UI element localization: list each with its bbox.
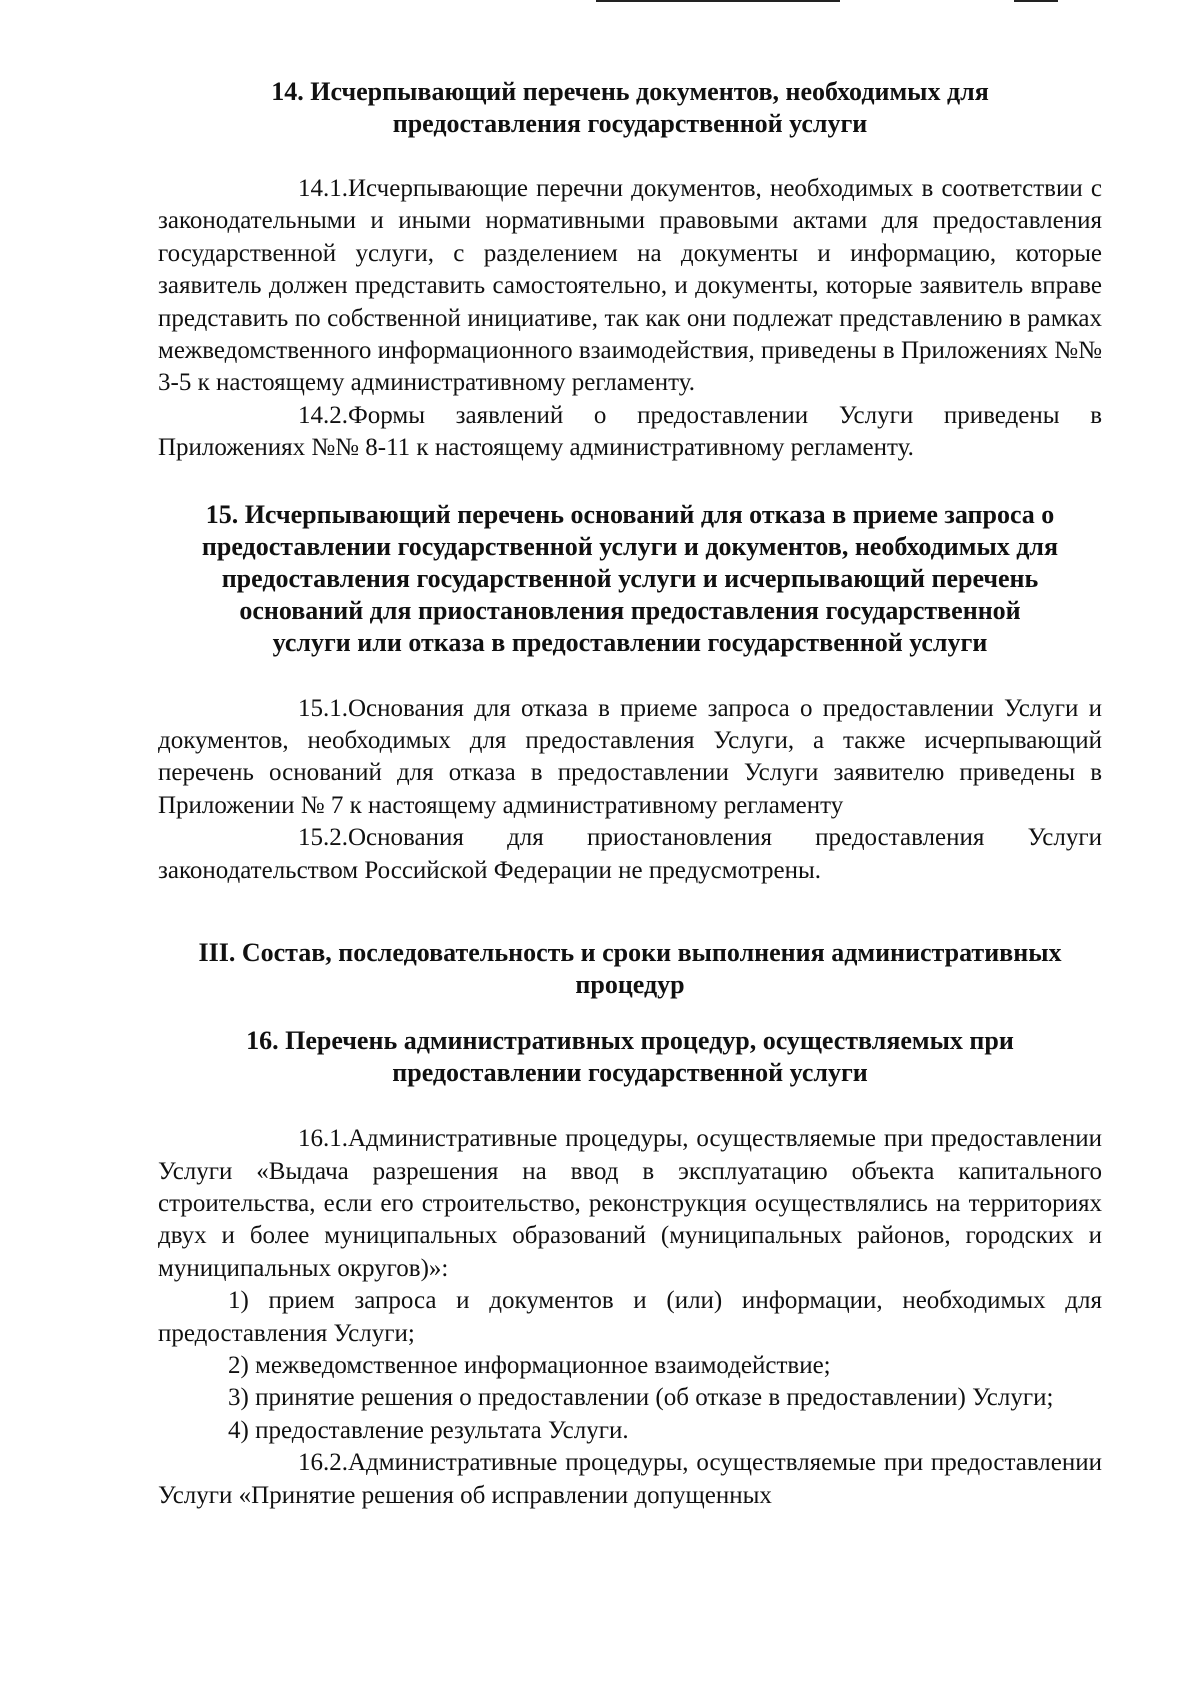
section-16-heading (158, 1025, 1102, 1089)
paragraph-number: 14.2. (298, 401, 348, 429)
paragraph-15-1 (158, 693, 1102, 823)
paragraph-number: 15.1. (298, 694, 348, 722)
section-15-heading-line-5: услуги или отказа в предоставлении государственной услуги (272, 627, 988, 657)
paragraph-number: 16.1. (298, 1125, 348, 1153)
section-14-heading-line-1: 14. Исчерпывающий перечень документов, необходимых для (271, 77, 989, 106)
section-16-heading-line-2: предоставлении государственной услуги (392, 1058, 868, 1088)
paragraph-text: Формы заявлений о предоставлении Услуги приведены в Приложениях №№ 8-11 к настоящему административному регламенту. (158, 401, 1102, 462)
list-item: 2) межведомственное информационное взаимодействие; (228, 1351, 831, 1379)
chapter-3-heading-line-1: III. Состав, последовательность и сроки выполнения административных (198, 938, 1062, 968)
paragraph-15-2 (158, 822, 1102, 887)
section-15-heading-line-4: оснований для приостановления предоставления государственной (239, 595, 1021, 625)
section-14-heading (158, 76, 1102, 140)
paragraph-text: Административные процедуры, осуществляемые при предоставлении Услуги «Выдача разрешения на ввод в эксплуатацию объекта капитального строительства, если его строительство, реконструкция осуществлялись на территориях двух и более муниципальных образований (муниципальных районов, городских и муниципальных округов)»: (158, 1125, 1102, 1282)
paragraph-14-1 (158, 173, 1102, 400)
paragraph-text: Исчерпывающие перечни документов, необходимых в соответствии с законодательными и иными нормативными правовыми актами для предоставления государственной услуги, с разделением на документы и информацию, которые заявитель должен представить самостоятельно, и документы, которые заявитель вправе представить по собственной инициативе, так как они подлежат представлению в рамках межведомственного информационного взаимодействия, приведены в Приложениях №№ 3-5 к настоящему административному регламенту. (158, 175, 1102, 397)
section-16-heading-line-1: 16. Перечень административных процедур, осуществляемых при (246, 1026, 1014, 1056)
list-item: 4) предоставление результата Услуги. (228, 1416, 629, 1444)
paragraph-text: Основания для приостановления предоставления Услуги законодательством Российской Федерации не предусмотрены. (158, 824, 1102, 884)
chapter-3-heading-line-2: процедур (575, 970, 685, 1000)
chapter-3-heading (158, 937, 1102, 1001)
section-15-heading-line-3: предоставления государственной услуги и исчерпывающий перечень (221, 563, 1039, 593)
scan-artifact-line-1 (596, 0, 840, 2)
paragraph-16-2 (158, 1447, 1102, 1512)
paragraph-number: 16.2. (298, 1449, 348, 1477)
section-15-heading-line-2: предоставлении государственной услуги и документов, необходимых для (201, 531, 1059, 561)
section-15-heading (158, 499, 1102, 659)
document-page (158, 76, 1102, 1512)
paragraph-14-2 (158, 400, 1102, 465)
paragraph-number: 15.2. (298, 824, 348, 852)
list-item: 1) прием запроса и документов и (или) информации, необходимых для предоставления Услуги; (158, 1287, 1102, 1347)
paragraph-16-1 (158, 1123, 1102, 1285)
section-15-heading-line-1: 15. Исчерпывающий перечень оснований для отказа в приеме запроса о (205, 499, 1055, 529)
list-item: 3) принятие решения о предоставлении (об отказе в предоставлении) Услуги; (228, 1384, 1054, 1412)
scan-artifact-line-2 (1014, 0, 1058, 2)
paragraph-number: 14.1. (298, 175, 348, 202)
section-14-heading-line-2: предоставления государственной услуги (392, 109, 868, 138)
paragraph-text: Основания для отказа в приеме запроса о предоставлении Услуги и документов, необходимых для предоставления Услуги, а также исчерпывающий перечень оснований для отказа в предоставлении Услуги заявителю приведены в Приложении № 7 к настоящему административному регламенту (158, 694, 1102, 819)
paragraph-text: Административные процедуры, осуществляемые при предоставлении Услуги «Принятие решения об исправлении допущенных (158, 1449, 1102, 1509)
